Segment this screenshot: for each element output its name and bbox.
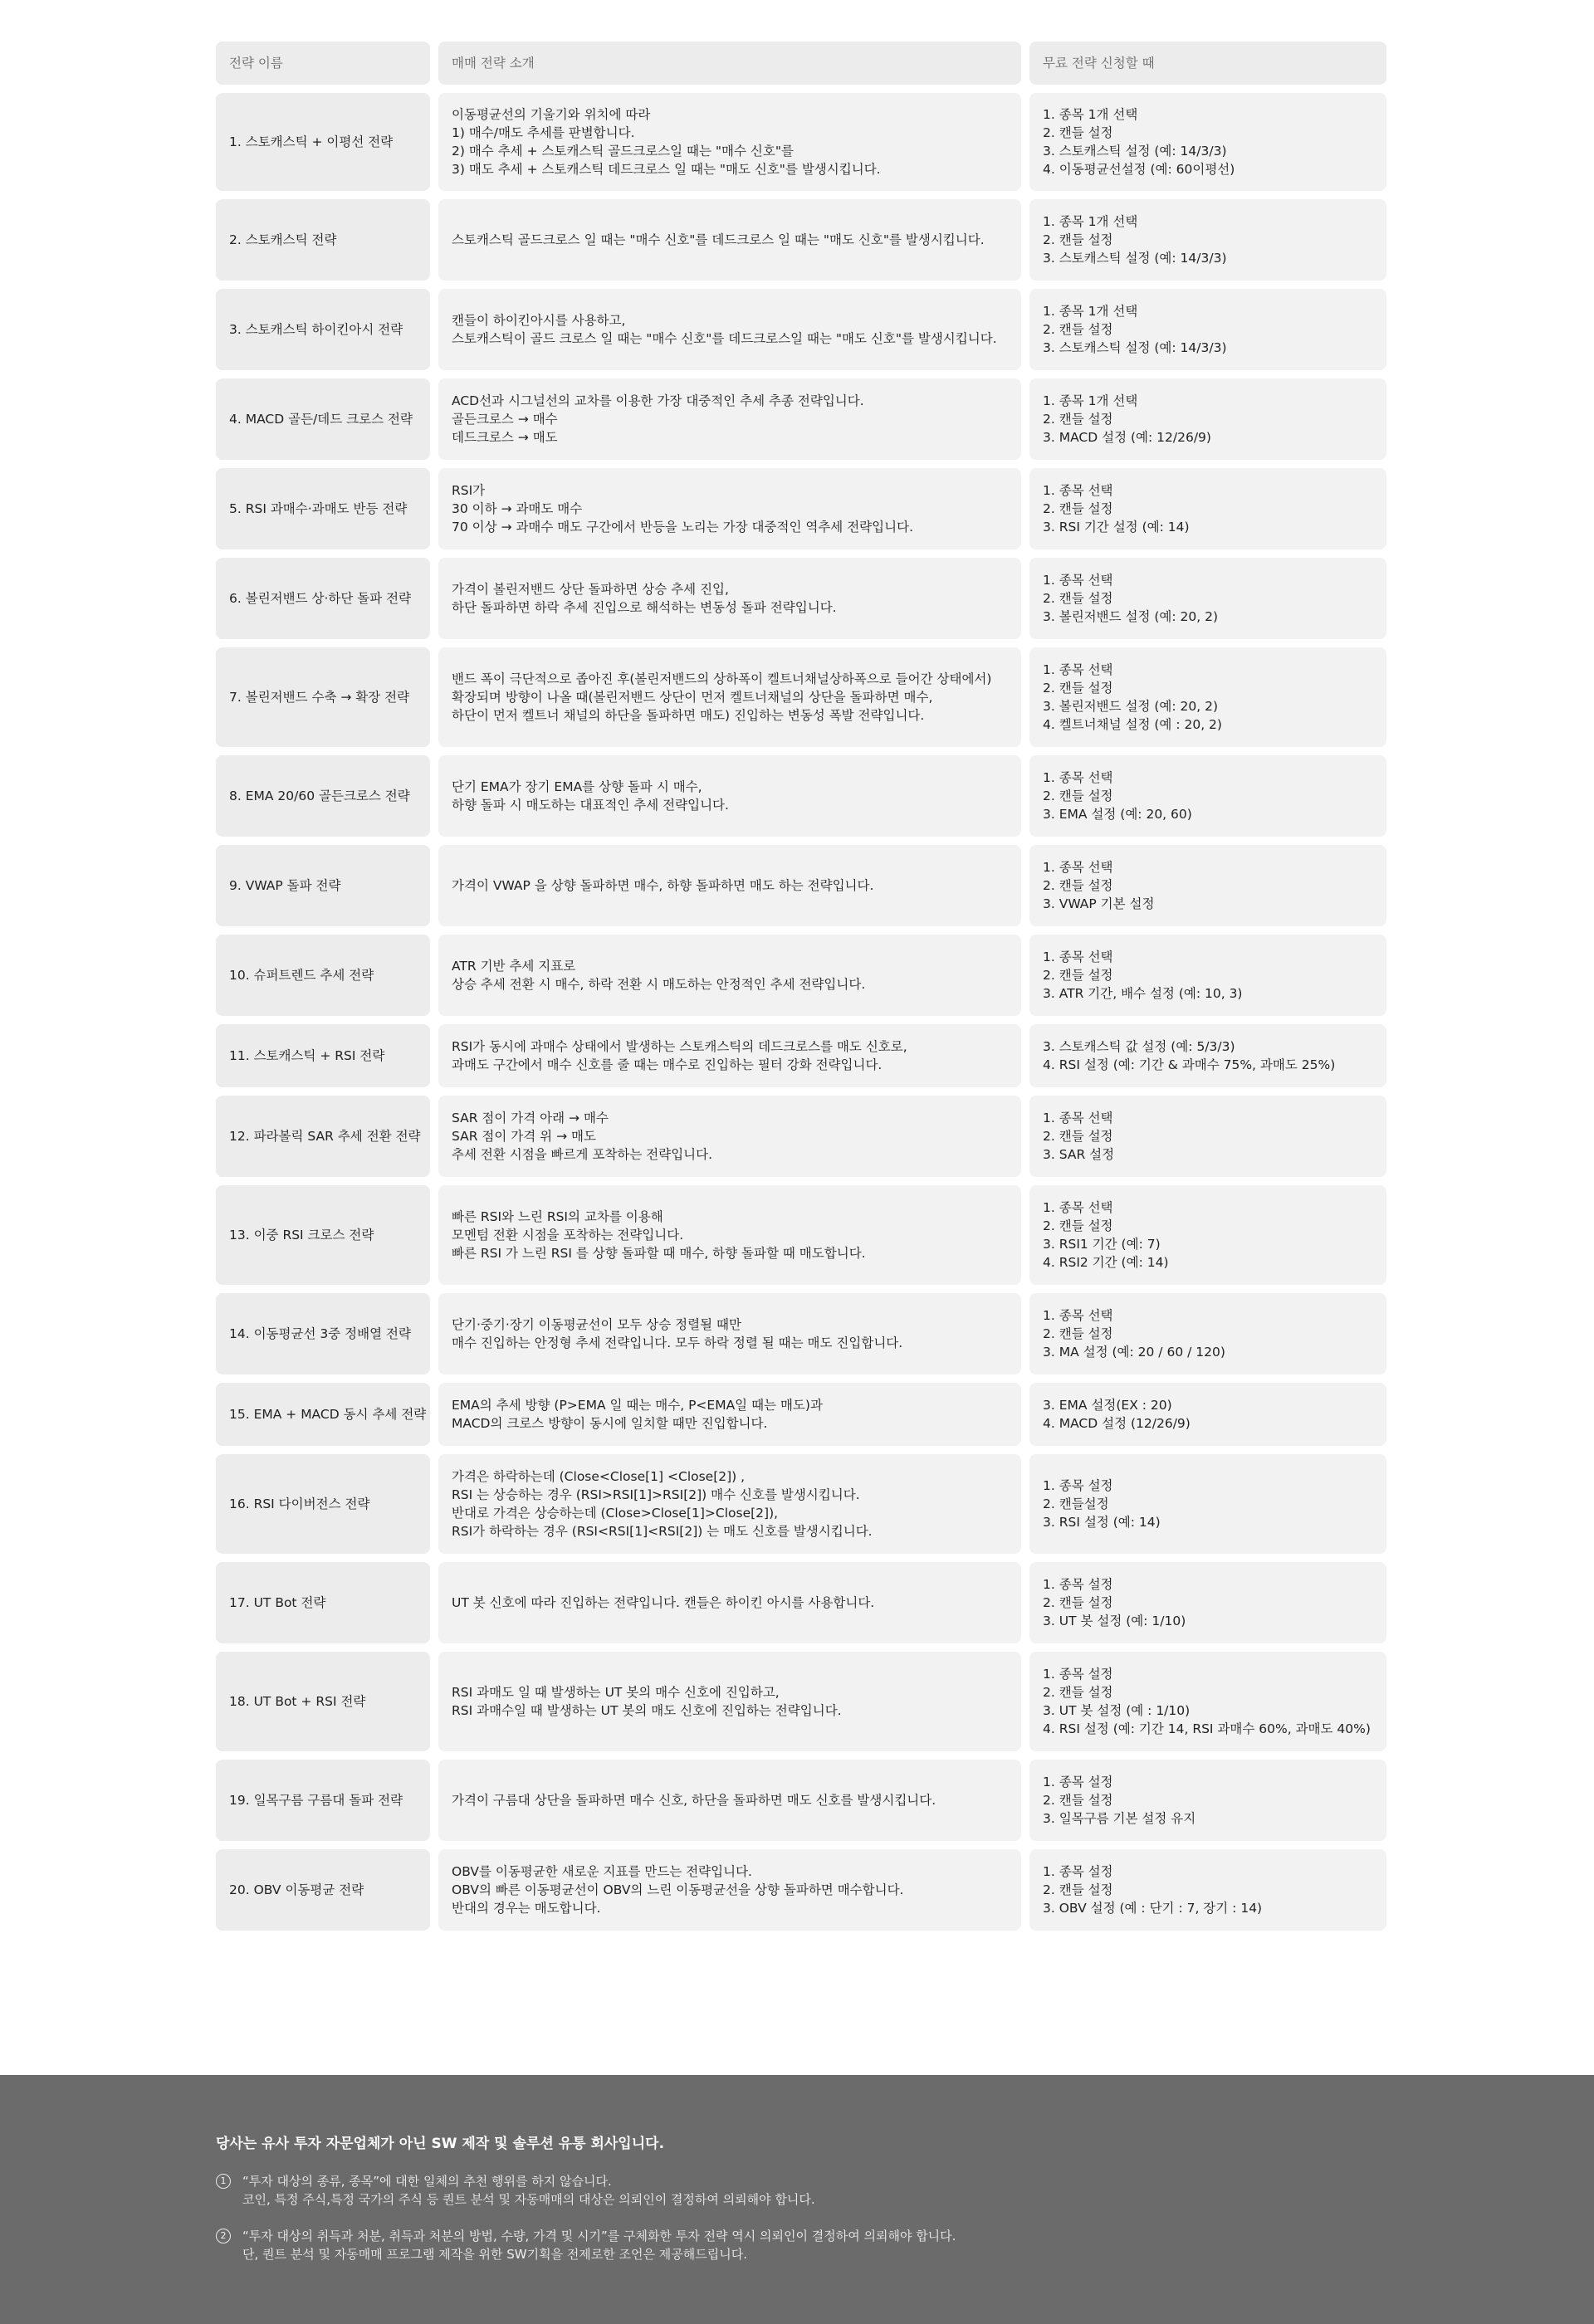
strategy-table — [216, 42, 1386, 1931]
apply-settings-cell — [1029, 558, 1386, 639]
strategy-description-cell — [438, 1024, 1021, 1087]
apply-settings-cell — [1029, 1096, 1386, 1177]
description-line: 70 이상 → 과매수 매도 구간에서 반등을 노리는 가장 대중적인 역추세 전략입니다. — [452, 520, 913, 535]
strategy-name-cell — [216, 468, 430, 549]
description-line: 30 이하 → 과매도 매수 — [452, 501, 583, 516]
apply-settings-cell — [1029, 468, 1386, 549]
table-row — [216, 1760, 1386, 1841]
apply-step-line: 3. ATR 기간, 배수 설정 (예: 10, 3) — [1043, 986, 1243, 1001]
apply-settings-cell — [1029, 1383, 1386, 1446]
description-line: 하향 돌파 시 매도하는 대표적인 추세 전략입니다. — [452, 798, 729, 813]
apply-settings-cell — [1029, 935, 1386, 1016]
notice-item — [216, 2227, 1386, 2263]
description-line: 밴드 폭이 극단적으로 좁아진 후(볼린저밴드의 상하폭이 켈트너채널상하폭으로 들어간 상태에서) — [452, 671, 992, 686]
apply-step-line: 1. 종목 선택 — [1043, 770, 1113, 785]
strategy-name: 11. 스토캐스틱 + RSI 전략 — [229, 1048, 385, 1063]
table-row — [216, 1562, 1386, 1643]
strategy-description-cell — [438, 1096, 1021, 1177]
description-line: OBV의 빠른 이동평균선이 OBV의 느린 이동평균선을 상향 돌파하면 매수합니다. — [452, 1882, 904, 1897]
description-line: RSI 과매도 일 때 발생하는 UT 봇의 매수 신호에 진입하고, — [452, 1685, 780, 1700]
apply-step-line: 3. SAR 설정 — [1043, 1147, 1115, 1162]
description-line: 빠른 RSI와 느린 RSI의 교차를 이용해 — [452, 1209, 663, 1224]
apply-step-line: 3. 볼린저밴드 설정 (예: 20, 2) — [1043, 699, 1219, 714]
circled-number-icon: 2 — [216, 2229, 231, 2243]
apply-step-line: 2. 캔들 설정 — [1043, 125, 1113, 140]
description-line: 3) 매도 추세 + 스토캐스틱 데드크로스 일 때는 "매도 신호"를 발생시킵니다. — [452, 162, 881, 177]
strategy-name-cell — [216, 647, 430, 747]
description-line: 확장되며 방향이 나올 때(볼린저밴드 상단이 먼저 켈트너채널의 상단을 돌파하면 매수, — [452, 690, 933, 705]
apply-settings-cell — [1029, 845, 1386, 926]
apply-settings-cell — [1029, 289, 1386, 370]
apply-step-line: 3. MACD 설정 (예: 12/26/9) — [1043, 430, 1211, 445]
apply-step-line: 2. 캔들 설정 — [1043, 878, 1113, 893]
table-row — [216, 1293, 1386, 1374]
apply-step-line: 1. 종목 선택 — [1043, 662, 1113, 677]
apply-step-line: 1. 종목 설정 — [1043, 1667, 1113, 1682]
strategy-description-cell — [438, 1454, 1021, 1554]
apply-step-line: 4. RSI2 기간 (예: 14) — [1043, 1255, 1169, 1270]
description-line: UT 봇 신호에 따라 진입하는 전략입니다. 캔들은 하이킨 아시를 사용합니다. — [452, 1595, 875, 1610]
strategy-name-cell — [216, 1096, 430, 1177]
strategy-description-cell — [438, 1383, 1021, 1446]
description-line: 반대의 경우는 매도합니다. — [452, 1901, 601, 1916]
table-row — [216, 1185, 1386, 1285]
apply-step-line: 3. OBV 설정 (예 : 단기 : 7, 장기 : 14) — [1043, 1901, 1263, 1916]
strategy-name-cell — [216, 1293, 430, 1374]
strategy-name: 2. 스토캐스틱 전략 — [229, 232, 337, 247]
apply-step-line: 2. 캔들 설정 — [1043, 322, 1113, 337]
description-line: ATR 기반 추세 지표로 — [452, 959, 576, 974]
description-line: 빠른 RSI 가 느린 RSI 를 상향 돌파할 때 매수, 하향 돌파할 때 매도합니다. — [452, 1246, 866, 1261]
apply-step-line: 1. 종목 1개 선택 — [1043, 304, 1138, 319]
apply-step-line: 2. 캔들 설정 — [1043, 591, 1113, 606]
apply-step-line: 2. 캔들 설정 — [1043, 681, 1113, 696]
apply-step-line: 3. 볼린저밴드 설정 (예: 20, 2) — [1043, 609, 1219, 624]
strategy-description-cell — [438, 468, 1021, 549]
apply-step-line: 4. 이동평균선설정 (예: 60이평선) — [1043, 162, 1235, 177]
strategy-description-cell — [438, 1849, 1021, 1931]
strategy-name: 7. 볼린저밴드 수축 → 확장 전략 — [229, 690, 410, 705]
apply-step-line: 3. 일목구름 기본 설정 유지 — [1043, 1811, 1196, 1826]
table-row — [216, 647, 1386, 747]
apply-step-line: 1. 종목 선택 — [1043, 1308, 1113, 1323]
table-row — [216, 468, 1386, 549]
apply-step-line: 3. UT 봇 설정 (예: 1/10) — [1043, 1614, 1186, 1628]
strategy-description-cell — [438, 378, 1021, 460]
apply-step-line: 2. 캔들 설정 — [1043, 412, 1113, 427]
apply-step-line: 3. MA 설정 (예: 20 / 60 / 120) — [1043, 1345, 1225, 1360]
apply-step-line: 2. 캔들 설정 — [1043, 968, 1113, 983]
description-line: 가격이 VWAP 을 상향 돌파하면 매수, 하향 돌파하면 매도 하는 전략입니다. — [452, 878, 874, 893]
description-line: 반대로 가격은 상승하는데 (Close>Close[1]>Close[2]), — [452, 1506, 779, 1521]
description-line: 가격은 하락하는데 (Close<Close[1] <Close[2]) , — [452, 1469, 746, 1484]
apply-step-line: 1. 종목 설정 — [1043, 1864, 1113, 1879]
strategy-name-cell — [216, 845, 430, 926]
description-line: 가격이 볼린저밴드 상단 돌파하면 상승 추세 진입, — [452, 582, 729, 597]
strategy-name: 9. VWAP 돌파 전략 — [229, 878, 341, 893]
apply-step-line: 2. 캔들 설정 — [1043, 501, 1113, 516]
strategy-description-cell — [438, 647, 1021, 747]
apply-settings-cell — [1029, 199, 1386, 281]
table-row — [216, 1849, 1386, 1931]
strategy-name: 12. 파라볼릭 SAR 추세 전환 전략 — [229, 1129, 421, 1144]
apply-step-line: 2. 캔들 설정 — [1043, 1326, 1113, 1341]
apply-step-line: 1. 종목 선택 — [1043, 950, 1113, 964]
notice-item — [216, 2172, 1386, 2209]
notice-line: “투자 대상의 취득과 처분, 취득과 처분의 방법, 수량, 가격 및 시기”를 구체화한 투자 전략 역시 의뢰인이 결정하여 의뢰해야 합니다. — [242, 2229, 956, 2243]
apply-step-line: 1. 종목 설정 — [1043, 1775, 1113, 1789]
strategy-name-cell — [216, 1185, 430, 1285]
table-row — [216, 558, 1386, 639]
description-line: SAR 점이 가격 아래 → 매수 — [452, 1111, 609, 1125]
apply-settings-cell — [1029, 1760, 1386, 1841]
description-line: 추세 전환 시점을 빠르게 포착하는 전략입니다. — [452, 1147, 713, 1162]
description-line: 상승 추세 전환 시 매수, 하락 전환 시 매도하는 안정적인 추세 전략입니다. — [452, 977, 866, 992]
apply-step-line: 1. 종목 설정 — [1043, 1577, 1113, 1592]
apply-settings-cell — [1029, 1652, 1386, 1751]
table-row — [216, 1383, 1386, 1446]
apply-settings-cell — [1029, 647, 1386, 747]
strategy-name-cell — [216, 1652, 430, 1751]
apply-step-line: 3. 스토캐스틱 설정 (예: 14/3/3) — [1043, 340, 1227, 355]
apply-step-line: 1. 종목 1개 선택 — [1043, 393, 1138, 408]
apply-step-line: 3. RSI 설정 (예: 14) — [1043, 1515, 1161, 1530]
description-line: RSI 과매수일 때 발생하는 UT 봇의 매도 신호에 진입하는 전략입니다. — [452, 1703, 842, 1718]
apply-step-line: 1. 종목 선택 — [1043, 1200, 1113, 1215]
apply-settings-cell — [1029, 1849, 1386, 1931]
apply-step-line: 3. 스토캐스틱 값 설정 (예: 5/3/3) — [1043, 1039, 1235, 1054]
strategy-description-cell — [438, 558, 1021, 639]
description-line: 모멘텀 전환 시점을 포착하는 전략입니다. — [452, 1228, 684, 1243]
strategy-name-cell — [216, 1383, 430, 1446]
apply-step-line: 2. 캔들 설정 — [1043, 1793, 1113, 1808]
strategy-name-cell — [216, 935, 430, 1016]
strategy-name: 18. UT Bot + RSI 전략 — [229, 1694, 366, 1709]
strategy-table-section — [216, 42, 1386, 1931]
apply-step-line: 1. 종목 선택 — [1043, 1111, 1113, 1125]
strategy-description-cell — [438, 845, 1021, 926]
strategy-name-cell — [216, 558, 430, 639]
description-line: 2) 매수 추세 + 스토캐스틱 골드크로스일 때는 "매수 신호"를 — [452, 144, 794, 159]
apply-step-line: 2. 캔들설정 — [1043, 1496, 1109, 1511]
description-line: OBV를 이동평균한 새로운 지표를 만드는 전략입니다. — [452, 1864, 752, 1879]
apply-step-line: 1. 종목 1개 선택 — [1043, 107, 1138, 122]
apply-step-line: 1. 종목 1개 선택 — [1043, 214, 1138, 229]
apply-step-line: 3. EMA 설정 (예: 20, 60) — [1043, 807, 1192, 822]
description-line: ACD선과 시그널선의 교차를 이용한 가장 대중적인 추세 추종 전략입니다. — [452, 393, 864, 408]
apply-step-line: 1. 종목 선택 — [1043, 483, 1113, 498]
apply-step-line: 4. 켈트너채널 설정 (예 : 20, 2) — [1043, 717, 1222, 732]
apply-step-line: 3. RSI1 기간 (예: 7) — [1043, 1237, 1161, 1252]
strategy-description-cell — [438, 935, 1021, 1016]
strategy-name: 17. UT Bot 전략 — [229, 1595, 326, 1610]
strategy-name: 10. 슈퍼트렌드 추세 전략 — [229, 968, 374, 983]
description-line: RSI 는 상승하는 경우 (RSI>RSI[1]>RSI[2]) 매수 신호를 발생시킵니다. — [452, 1487, 860, 1502]
strategy-name: 1. 스토캐스틱 + 이평선 전략 — [229, 134, 394, 149]
apply-step-line: 3. 스토캐스틱 설정 (예: 14/3/3) — [1043, 144, 1227, 159]
strategy-name: 15. EMA + MACD 동시 추세 전략 — [229, 1407, 427, 1422]
strategy-name: 13. 이중 RSI 크로스 전략 — [229, 1228, 374, 1243]
strategy-name-cell — [216, 1849, 430, 1931]
strategy-description-cell — [438, 1293, 1021, 1374]
description-line: 이동평균선의 기울기와 위치에 따라 — [452, 107, 651, 122]
strategy-description-cell — [438, 755, 1021, 837]
notice-line: “투자 대상의 종류, 종목”에 대한 일체의 추천 행위를 하지 않습니다. — [242, 2174, 612, 2189]
strategy-name: 19. 일목구름 구름대 돌파 전략 — [229, 1793, 403, 1808]
description-line: 가격이 구름대 상단을 돌파하면 매수 신호, 하단을 돌파하면 매도 신호를 발생시킵니다. — [452, 1793, 936, 1808]
strategy-name-cell — [216, 199, 430, 281]
apply-settings-cell — [1029, 1454, 1386, 1554]
table-row — [216, 1652, 1386, 1751]
apply-step-line: 1. 종목 설정 — [1043, 1478, 1113, 1493]
description-line: 스토캐스틱 골드크로스 일 때는 "매수 신호"를 데드크로스 일 때는 "매도 신호"를 발생시킵니다. — [452, 232, 985, 247]
strategy-description-cell — [438, 199, 1021, 281]
apply-step-line: 2. 캔들 설정 — [1043, 232, 1113, 247]
description-line: RSI가 하락하는 경우 (RSI<RSI[1]<RSI[2]) 는 매도 신호를 발생시킵니다. — [452, 1524, 873, 1539]
header-strategy-name: 전략 이름 — [216, 42, 430, 85]
header-free-apply: 무료 전략 신청할 때 — [1029, 42, 1386, 85]
description-line: 하단이 먼저 켈트너 채널의 하단을 돌파하면 매도) 진입하는 변동성 폭발 전략입니다. — [452, 708, 925, 723]
apply-step-line: 1. 종목 선택 — [1043, 860, 1113, 875]
notice-line: 코인, 특정 주식,특정 국가의 주식 등 퀀트 분석 및 자동매매의 대상은 의뢰인이 결정하여 의뢰해야 합니다. — [242, 2192, 815, 2207]
description-line: 과매도 구간에서 매수 신호를 줄 때는 매수로 진입하는 필터 강화 전략입니다. — [452, 1057, 883, 1072]
apply-step-line: 3. VWAP 기본 설정 — [1043, 896, 1155, 911]
strategy-description-cell — [438, 1185, 1021, 1285]
strategy-name-cell — [216, 378, 430, 460]
description-line: SAR 점이 가격 위 → 매도 — [452, 1129, 596, 1144]
notice-line: 단, 퀀트 분석 및 자동매매 프로그램 제작을 위한 SW기획을 전제로한 조언은 제공해드립니다. — [242, 2247, 747, 2262]
strategy-description-cell — [438, 1652, 1021, 1751]
strategy-description-cell — [438, 289, 1021, 370]
apply-step-line: 3. EMA 설정(EX : 20) — [1043, 1398, 1172, 1413]
apply-step-line: 3. 스토캐스틱 설정 (예: 14/3/3) — [1043, 251, 1227, 266]
description-line: RSI가 — [452, 483, 486, 498]
apply-settings-cell — [1029, 755, 1386, 837]
strategy-name: 8. EMA 20/60 골든크로스 전략 — [229, 788, 410, 803]
description-line: 단기·중기·장기 이동평균선이 모두 상승 정렬될 때만 — [452, 1317, 741, 1332]
description-line: 단기 EMA가 장기 EMA를 상향 돌파 시 매수, — [452, 779, 702, 794]
header-strategy-intro: 매매 전략 소개 — [438, 42, 1021, 85]
table-row — [216, 1454, 1386, 1554]
strategy-name-cell — [216, 1760, 430, 1841]
strategy-name-cell — [216, 1024, 430, 1087]
strategy-name: 4. MACD 골든/데드 크로스 전략 — [229, 412, 413, 427]
table-row — [216, 199, 1386, 281]
description-line: 캔들이 하이킨아시를 사용하고, — [452, 313, 626, 328]
table-header — [216, 42, 1386, 85]
apply-step-line: 4. RSI 설정 (예: 기간 14, RSI 과매수 60%, 과매도 40%) — [1043, 1721, 1371, 1736]
strategy-name: 6. 볼린저밴드 상·하단 돌파 전략 — [229, 591, 412, 606]
description-line: EMA의 추세 방향 (P>EMA 일 때는 매수, P<EMA일 때는 매도)과 — [452, 1398, 823, 1413]
apply-step-line: 2. 캔들 설정 — [1043, 1595, 1113, 1610]
strategy-name-cell — [216, 1454, 430, 1554]
circled-number-icon: 1 — [216, 2174, 231, 2189]
apply-step-line: 2. 캔들 설정 — [1043, 1218, 1113, 1233]
table-row — [216, 93, 1386, 191]
apply-step-line: 3. RSI 기간 설정 (예: 14) — [1043, 520, 1190, 535]
disclaimer-title: 당사는 유사 투자 자문업체가 아닌 SW 제작 및 솔루션 유통 회사입니다. — [216, 2136, 665, 2152]
apply-step-line: 4. RSI 설정 (예: 기간 & 과매수 75%, 과매도 25%) — [1043, 1057, 1336, 1072]
table-row — [216, 1024, 1386, 1087]
apply-step-line: 2. 캔들 설정 — [1043, 1129, 1113, 1144]
table-row — [216, 935, 1386, 1016]
apply-step-line: 2. 캔들 설정 — [1043, 788, 1113, 803]
strategy-description-cell — [438, 1760, 1021, 1841]
strategy-name: 16. RSI 다이버전스 전략 — [229, 1496, 370, 1511]
apply-settings-cell — [1029, 1293, 1386, 1374]
description-line: MACD의 크로스 방향이 동시에 일치할 때만 진입합니다. — [452, 1416, 768, 1431]
apply-step-line: 2. 캔들 설정 — [1043, 1882, 1113, 1897]
strategy-name-cell — [216, 93, 430, 191]
strategy-description-cell — [438, 93, 1021, 191]
description-line: 데드크로스 → 매도 — [452, 430, 558, 445]
apply-step-line: 4. MACD 설정 (12/26/9) — [1043, 1416, 1191, 1431]
apply-step-line: 1. 종목 선택 — [1043, 573, 1113, 588]
description-line: 스토캐스틱이 골드 크로스 일 때는 "매수 신호"를 데드크로스일 때는 "매도 신호"를 발생시킵니다. — [452, 331, 997, 346]
apply-settings-cell — [1029, 378, 1386, 460]
strategy-name: 20. OBV 이동평균 전략 — [229, 1882, 364, 1897]
description-line: 골든크로스 → 매수 — [452, 412, 558, 427]
strategy-name: 3. 스토캐스틱 하이킨아시 전략 — [229, 322, 403, 337]
strategy-name: 5. RSI 과매수·과매도 반등 전략 — [229, 501, 408, 516]
apply-settings-cell — [1029, 1185, 1386, 1285]
apply-step-line: 2. 캔들 설정 — [1043, 1685, 1113, 1700]
description-line: 하단 돌파하면 하락 추세 진입으로 해석하는 변동성 돌파 전략입니다. — [452, 600, 837, 615]
description-line: RSI가 동시에 과매수 상태에서 발생하는 스토캐스틱의 데드크로스를 매도 신호로, — [452, 1039, 907, 1054]
strategy-name: 14. 이동평균선 3중 정배열 전략 — [229, 1326, 411, 1341]
table-row — [216, 845, 1386, 926]
description-line: 매수 진입하는 안정형 추세 전략입니다. 모두 하락 정렬 될 때는 매도 진입합니다. — [452, 1335, 903, 1350]
apply-settings-cell — [1029, 1024, 1386, 1087]
strategy-description-cell — [438, 1562, 1021, 1643]
table-row — [216, 378, 1386, 460]
disclaimer-footer — [0, 2075, 1594, 2324]
table-row — [216, 755, 1386, 837]
apply-settings-cell — [1029, 1562, 1386, 1643]
strategy-name-cell — [216, 1562, 430, 1643]
table-row — [216, 289, 1386, 370]
table-row — [216, 1096, 1386, 1177]
strategy-name-cell — [216, 289, 430, 370]
apply-settings-cell — [1029, 93, 1386, 191]
apply-step-line: 3. UT 봇 설정 (예 : 1/10) — [1043, 1703, 1191, 1718]
description-line: 1) 매수/매도 추세를 판별합니다. — [452, 125, 635, 140]
strategy-name-cell — [216, 755, 430, 837]
